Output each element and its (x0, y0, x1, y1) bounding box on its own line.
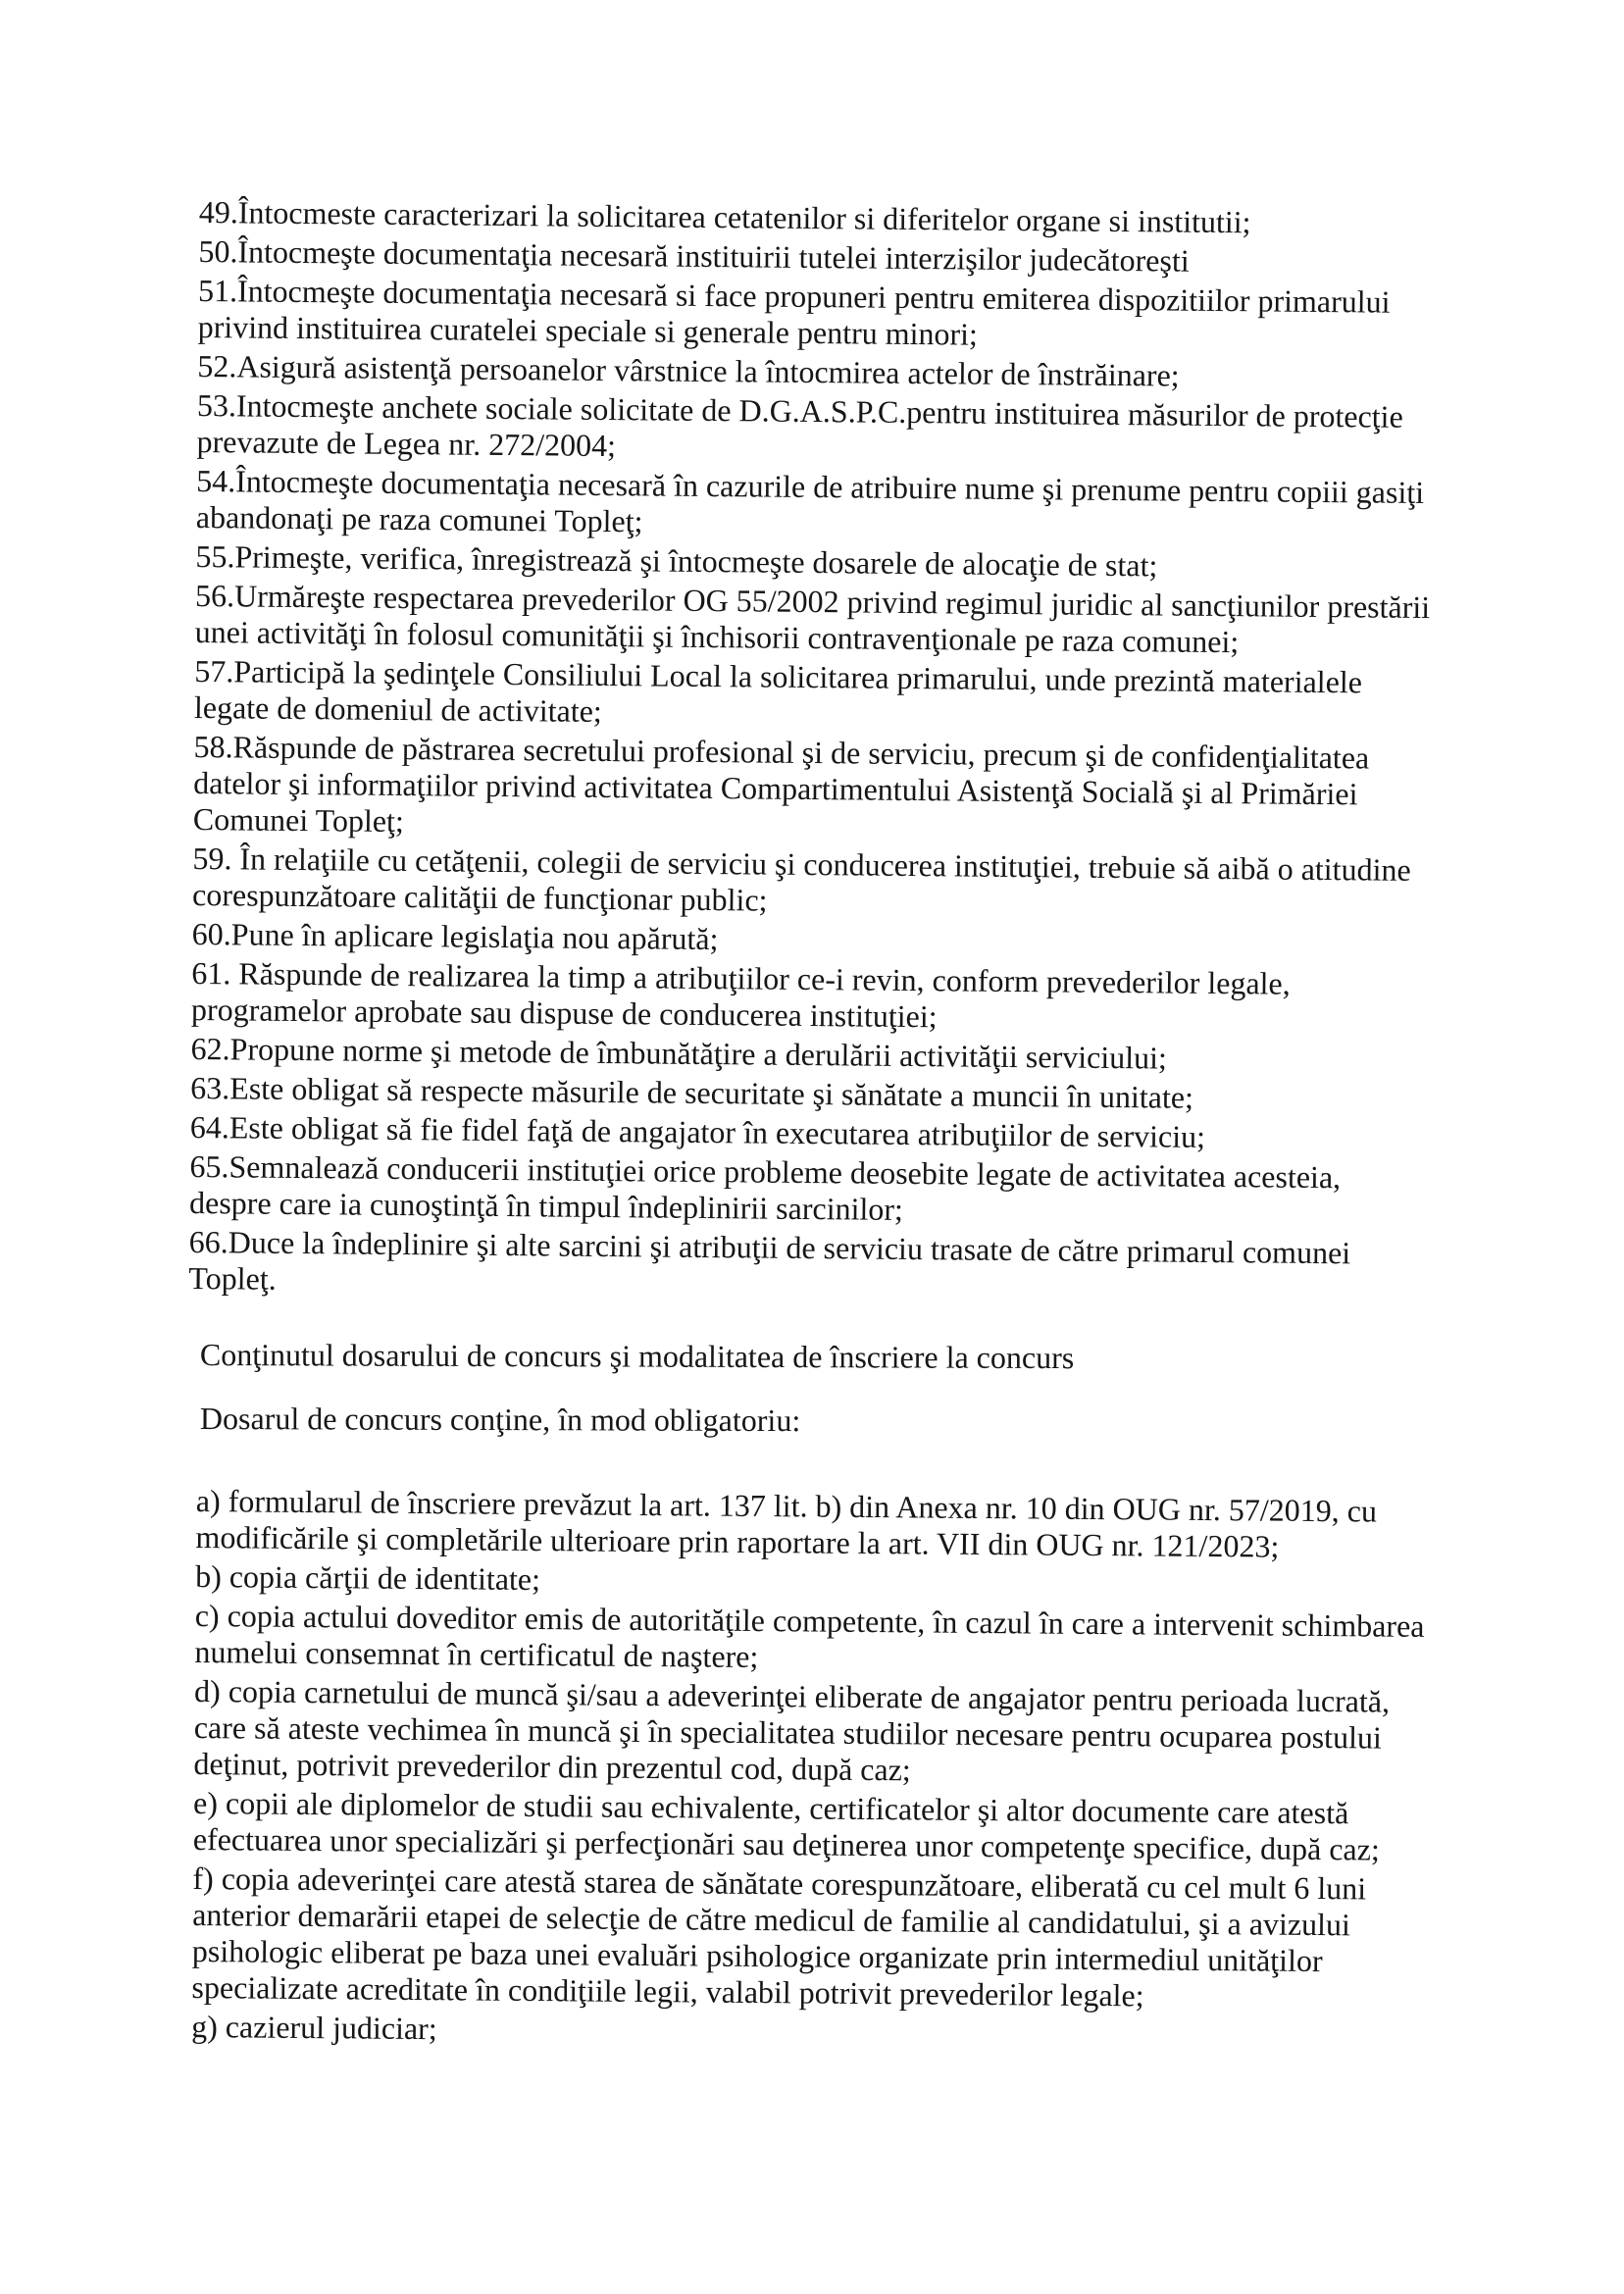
duties-list (188, 194, 1440, 1308)
required-documents-list (191, 1483, 1434, 2056)
document-item: d) copia carnetului de muncă şi/sau a adeverinţei eliberate de angajator pentru perioada lucrată, care să ateste vechimea în muncă şi în specialitatea studiilor necesare pentru ocuparea postului deţinut, potrivit prevederilor din prezentul cod, după caz; (193, 1672, 1391, 1788)
duty-item: 51.Întocmeşte documentaţia necesară si face propuneri pentru emiterea dispozitiilor primarului privind instituirea curatelei speciale si generale pentru minori; (197, 272, 1391, 352)
document-item: f) copia adeverinţei care atestă starea de sănătate corespunzătoare, eliberată cu cel mult 6 luni anterior demarării etapei de selecţie de către medicul de familie al candidatului, şi a avizului psihologic eliberat pe baza unei evaluări psihologice organizate prin intermediul unităţilor specializate acreditate în condiţiile legii, valabil potrivit prevederilor legale; (191, 1860, 1367, 2014)
duty-item: 63.Este obligat să respecte măsurile de securitate şi sănătate a muncii în unitate; (190, 1069, 1194, 1115)
duty-item: 56.Urmăreşte respectarea prevederilor OG 55/2002 privind regimul juridic al sancţiunilor prestării unei activităţi în folosul comunităţii şi închisorii contravenţionale pe raza comunei; (194, 577, 1431, 660)
section-title: Conţinutul dosarului de concurs şi modalitatea de înscriere la concurs (199, 1337, 1075, 1376)
document-item: g) cazierul judiciar; (191, 2008, 437, 2047)
duty-item: 59. În relaţiile cu cetăţenii, colegii de serviciu şi conducerea instituţiei, trebuie să aibă o atitudine corespunzătoare calităţii de funcţionar public; (191, 840, 1411, 918)
document-item: a) formularul de înscriere prevăzut la art. 137 lit. b) din Anexa nr. 10 din OUG nr. 57/2019, cu modificările şi completările ulterioare prin raportare la art. VII din OUG nr. 121/2023; (195, 1483, 1378, 1564)
document-item: b) copia cărţii de identitate; (195, 1557, 541, 1598)
duty-item: 53.Intocmeşte anchete sociale solicitate de D.G.A.S.P.C.pentru instituirea măsurilor de protecţie prevazute de Legea nr. 272/2004; (196, 386, 1403, 464)
duty-item: 64.Este obligat să fie fidel faţă de angajator în executarea atribuţiilor de serviciu; (189, 1108, 1206, 1154)
duty-item: 57.Participă la şedinţele Consiliului Local la solicitarea primarului, unde prezintă materialele legate de domeniul de activitate; (193, 652, 1363, 729)
duty-item: 54.Întocmeşte documentaţia necesară în cazurile de atribuire nume şi prenume pentru copiii gasiţi abandonaţi pe raza comunei Topleţ; (195, 462, 1425, 539)
duty-item: 52.Asigură asistenţă persoanelor vârstnice la întocmirea actelor de înstrăinare; (197, 347, 1180, 393)
duty-item: 66.Duce la îndeplinire şi alte sarcini şi atribuţii de serviciu trasate de către primarul comunei Topleţ. (188, 1223, 1351, 1297)
duty-item: 60.Pune în aplicare legislaţia nou apărută; (191, 915, 719, 957)
duty-item: 50.Întocmeşte documentaţia necesară instituirii tutelei interzişilor judecătoreşti (198, 232, 1190, 279)
duty-item: 49.Întocmeste caracterizari la solicitarea cetatenilor si diferitelor organe si institutii; (198, 194, 1251, 240)
duty-item: 61. Răspunde de realizarea la timp a atribuţiilor ce-i revin, conform prevederilor legale, programelor aprobate sau dispuse de conducerea instituţiei; (190, 954, 1291, 1035)
duty-item: 55.Primeşte, verifica, înregistrează şi întocmeşte dosarele de alocaţie de stat; (195, 537, 1158, 584)
duty-item: 65.Semnalează conducerii instituţiei orice probleme deosebite legate de activitatea acesteia, despre care ia cunoştinţă în timpul îndeplinirii sarcinilor; (188, 1147, 1342, 1227)
duty-item: 58.Răspunde de păstrarea secretului profesional şi de serviciu, precum şi de confidenţialitatea datelor şi informaţiilor privind activitatea Compartimentului Asistenţă Socială şi al Primăriei Comunei Topleţ; (192, 728, 1370, 840)
document-item: c) copia actului doveditor emis de autorităţile competente, în cazul în care a intervenit schimbarea numelui consemnat în certificatul de naştere; (194, 1597, 1425, 1675)
section-intro: Dosarul de concurs conţine, în mod obligatoriu: (199, 1401, 801, 1439)
document-item: e) copii ale diplomelor de studii sau echivalente, certificatelor şi altor documente care atestă efectuarea unor specializări şi perfecţionări sau deţinerea unor competenţe specifice, după caz; (192, 1784, 1380, 1867)
duty-item: 62.Propune norme şi metode de îmbunătăţire a derulării activităţii serviciului; (190, 1030, 1168, 1076)
